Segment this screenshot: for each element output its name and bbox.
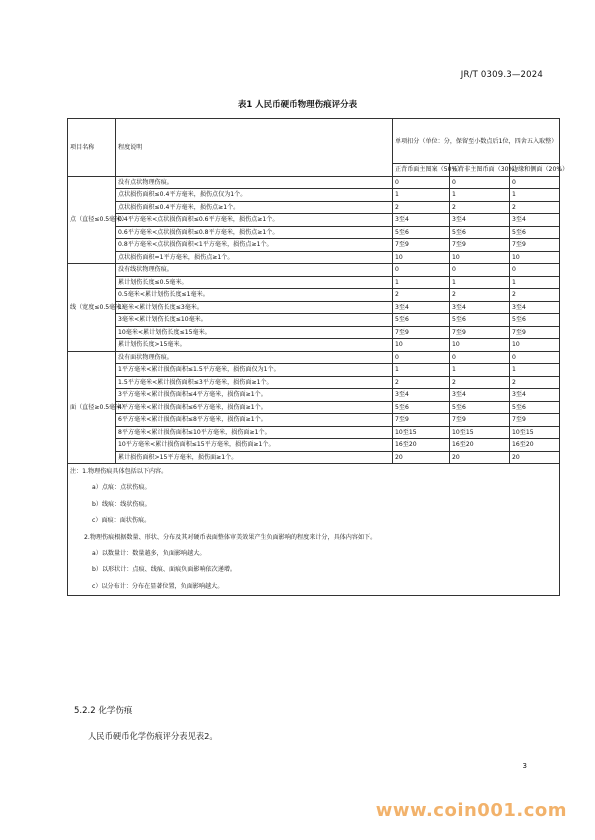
score-edge-cell: 7至9 <box>510 414 560 427</box>
score-nonmain-cell: 1 <box>450 189 510 202</box>
description-cell: 没有线状物理伤痕。 <box>116 264 393 277</box>
table-row <box>68 201 560 214</box>
score-main-cell: 3至4 <box>393 389 450 402</box>
section-title: 5.2.2 化学伤痕 <box>74 706 133 716</box>
score-nonmain-cell: 0 <box>450 176 510 189</box>
table-row <box>68 389 560 402</box>
score-edge-cell: 20 <box>510 451 560 464</box>
note-line: c）以分布计：分布在显著位置，负面影响越大。 <box>92 582 224 590</box>
note-line: c）面痕：面状伤痕。 <box>92 517 151 525</box>
description-cell: 点状损伤面积≤0.4平方毫米，损伤点≥1个。 <box>116 201 393 214</box>
description-cell: 10毫米<累计划伤长度≤15毫米。 <box>116 326 393 339</box>
score-nonmain-cell: 2 <box>450 201 510 214</box>
description-cell: 1.5平方毫米<累计损伤面积≤3平方毫米，损伤面≥1个。 <box>116 376 393 389</box>
header-col1: 正背币面主图案（50%） <box>393 164 450 177</box>
score-edge-cell: 7至9 <box>510 326 560 339</box>
table-row <box>68 276 560 289</box>
category-cell: 面（直径≥0.5毫米） <box>68 351 116 464</box>
description-cell: 6平方毫米<累计损伤面积≤8平方毫米，损伤面≥1个。 <box>116 414 393 427</box>
score-nonmain-cell: 16至20 <box>450 439 510 452</box>
header-deduction: 单项扣分（单位：分，保留至小数点后1位，四舍五入取整） <box>393 119 560 164</box>
score-nonmain-cell: 3至4 <box>450 389 510 402</box>
header-col2: 正背非主图币面（30%） <box>450 164 510 177</box>
score-nonmain-cell: 2 <box>450 376 510 389</box>
score-main-cell: 16至20 <box>393 439 450 452</box>
note-line: a）点痕：点状伤痕。 <box>92 484 151 492</box>
score-main-cell: 2 <box>393 376 450 389</box>
table-row <box>68 189 560 202</box>
header-row <box>68 119 560 164</box>
category-cell: 线（宽度≤0.5毫米） <box>68 264 116 352</box>
score-edge-cell: 5至6 <box>510 314 560 327</box>
description-cell: 0.6平方毫米<点状损伤面积≤0.8平方毫米，损伤点≥1个。 <box>116 226 393 239</box>
score-nonmain-cell: 5至6 <box>450 314 510 327</box>
score-nonmain-cell: 10 <box>450 251 510 264</box>
description-cell: 点状损伤面积≤0.4平方毫米，损伤点仅为1个。 <box>116 189 393 202</box>
header-item-name: 项目名称 <box>68 119 116 177</box>
score-nonmain-cell: 5至6 <box>450 401 510 414</box>
table-row <box>68 364 560 377</box>
score-main-cell: 1 <box>393 276 450 289</box>
score-main-cell: 3至4 <box>393 214 450 227</box>
score-edge-cell: 2 <box>510 376 560 389</box>
score-nonmain-cell: 20 <box>450 451 510 464</box>
description-cell: 0.4平方毫米<点状损伤面积≤0.6平方毫米，损伤点≥1个。 <box>116 214 393 227</box>
score-nonmain-cell: 0 <box>450 351 510 364</box>
score-nonmain-cell: 3至4 <box>450 301 510 314</box>
score-edge-cell: 3至4 <box>510 301 560 314</box>
score-main-cell: 3至4 <box>393 301 450 314</box>
table-row <box>68 176 560 189</box>
score-main-cell: 0 <box>393 176 450 189</box>
description-cell: 8平方毫米<累计损伤面积≤10平方毫米，损伤面≥1个。 <box>116 426 393 439</box>
table-row <box>68 214 560 227</box>
body-text: 人民币硬币化学伤痕评分表见表2。 <box>88 731 218 741</box>
score-edge-cell: 10至15 <box>510 426 560 439</box>
description-cell: 1平方毫米<累计损伤面积≤1.5平方毫米，损伤面仅为1个。 <box>116 364 393 377</box>
score-main-cell: 10至15 <box>393 426 450 439</box>
score-edge-cell: 5至6 <box>510 226 560 239</box>
score-main-cell: 7至9 <box>393 414 450 427</box>
score-main-cell: 10 <box>393 251 450 264</box>
score-main-cell: 7至9 <box>393 326 450 339</box>
score-nonmain-cell: 3至4 <box>450 214 510 227</box>
table-row <box>68 314 560 327</box>
note-line: b）以形状计：点痕、线痕、面痕负面影响依次递增。 <box>92 566 237 574</box>
table-row <box>68 351 560 364</box>
score-nonmain-cell: 2 <box>450 289 510 302</box>
score-main-cell: 5至6 <box>393 314 450 327</box>
score-main-cell: 0 <box>393 351 450 364</box>
table-row <box>68 451 560 464</box>
score-edge-cell: 3至4 <box>510 389 560 402</box>
score-nonmain-cell: 7至9 <box>450 414 510 427</box>
score-edge-cell: 0 <box>510 176 560 189</box>
note-line: b）线痕：线状伤痕。 <box>92 500 151 508</box>
description-cell: 10平方毫米<累计损伤面积≤15平方毫米，损伤面≥1个。 <box>116 439 393 452</box>
table-row <box>68 226 560 239</box>
category-cell: 点（直径≤0.5毫米） <box>68 176 116 264</box>
description-cell: 累计损伤面积>15平方毫米，损伤面≥1个。 <box>116 451 393 464</box>
score-main-cell: 0 <box>393 264 450 277</box>
score-nonmain-cell: 7至9 <box>450 326 510 339</box>
score-edge-cell: 1 <box>510 364 560 377</box>
score-main-cell: 2 <box>393 201 450 214</box>
table-row <box>68 289 560 302</box>
table-row <box>68 376 560 389</box>
score-main-cell: 20 <box>393 451 450 464</box>
table-row <box>68 264 560 277</box>
description-cell: 没有点状物理伤痕。 <box>116 176 393 189</box>
score-main-cell: 5至6 <box>393 226 450 239</box>
score-main-cell: 5至6 <box>393 401 450 414</box>
note-line: a）以数量计：数量越多，负面影响越大。 <box>92 549 206 557</box>
table-row <box>68 414 560 427</box>
score-edge-cell: 2 <box>510 289 560 302</box>
description-cell: 没有面状物理伤痕。 <box>116 351 393 364</box>
description-cell: 1毫米<累计划伤长度≤3毫米。 <box>116 301 393 314</box>
score-edge-cell: 0 <box>510 264 560 277</box>
score-nonmain-cell: 5至6 <box>450 226 510 239</box>
watermark: www.coin001.com <box>375 800 567 821</box>
score-edge-cell: 10 <box>510 339 560 352</box>
score-main-cell: 10 <box>393 339 450 352</box>
score-main-cell: 2 <box>393 289 450 302</box>
score-edge-cell: 10 <box>510 251 560 264</box>
doc-id: JR/T 0309.3—2024 <box>460 70 543 80</box>
notes-cell <box>68 464 560 596</box>
table-row <box>68 439 560 452</box>
score-nonmain-cell: 10 <box>450 339 510 352</box>
table-row <box>68 339 560 352</box>
table-row <box>68 401 560 414</box>
description-cell: 累计划伤长度≤0.5毫米。 <box>116 276 393 289</box>
score-nonmain-cell: 10至15 <box>450 426 510 439</box>
table-row <box>68 251 560 264</box>
score-edge-cell: 0 <box>510 351 560 364</box>
score-edge-cell: 16至20 <box>510 439 560 452</box>
score-edge-cell: 2 <box>510 201 560 214</box>
score-edge-cell: 3至4 <box>510 214 560 227</box>
score-nonmain-cell: 1 <box>450 364 510 377</box>
score-main-cell: 1 <box>393 364 450 377</box>
table-caption: 表1 人民币硬币物理伤痕评分表 <box>237 100 358 110</box>
description-cell: 3毫米<累计划伤长度≤10毫米。 <box>116 314 393 327</box>
header-col3: 边缘和侧面（20%） <box>510 164 560 177</box>
description-cell: 3平方毫米<累计损伤面积≤4平方毫米，损伤面≥1个。 <box>116 389 393 402</box>
header-description: 程度说明 <box>116 119 393 177</box>
notes-row <box>68 464 560 596</box>
score-edge-cell: 5至6 <box>510 401 560 414</box>
score-nonmain-cell: 7至9 <box>450 239 510 252</box>
score-nonmain-cell: 1 <box>450 276 510 289</box>
description-cell: 4平方毫米<累计损伤面积≤6平方毫米，损伤面≥1个。 <box>116 401 393 414</box>
note-line: 注：1.物理伤痕具体包括以下内容。 <box>70 468 168 475</box>
score-edge-cell: 1 <box>510 276 560 289</box>
table-row <box>68 326 560 339</box>
description-cell: 点状损伤面积=1平方毫米，损伤点≥1个。 <box>116 251 393 264</box>
score-main-cell: 7至9 <box>393 239 450 252</box>
description-cell: 0.8平方毫米<点状损伤面积<1平方毫米，损伤点≥1个。 <box>116 239 393 252</box>
page-number: 3 <box>522 762 527 770</box>
description-cell: 累计划伤长度>15毫米。 <box>116 339 393 352</box>
description-cell: 0.5毫米<累计划伤长度≤1毫米。 <box>116 289 393 302</box>
note-line: 2.物理伤痕根据数量、形状、分布及其对硬币表面整体审美效果产生负面影响的程度来计分，具体内容如下。 <box>84 533 377 541</box>
score-table <box>67 118 569 596</box>
score-nonmain-cell: 0 <box>450 264 510 277</box>
score-edge-cell: 7至9 <box>510 239 560 252</box>
table-row <box>68 426 560 439</box>
table-row <box>68 301 560 314</box>
table-row <box>68 239 560 252</box>
score-main-cell: 1 <box>393 189 450 202</box>
score-edge-cell: 1 <box>510 189 560 202</box>
